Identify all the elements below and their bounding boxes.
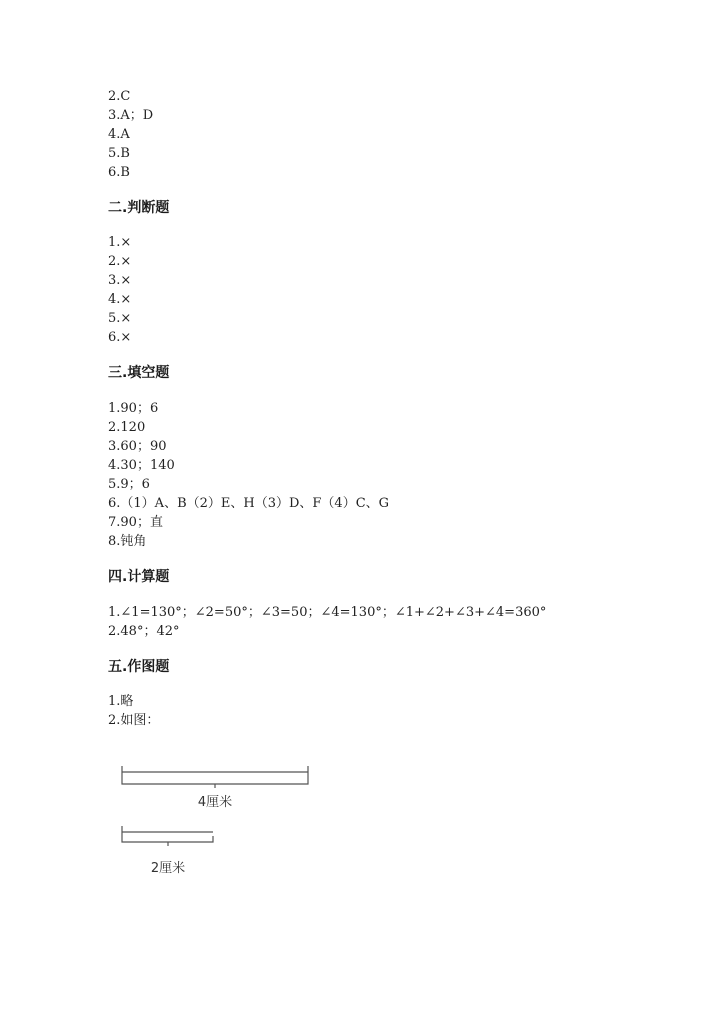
judgement-answer-3: 3.× [108,273,132,288]
short-segment-bracket [122,826,213,842]
long-segment-label: 4厘米 [197,795,233,810]
choice-answer-6: 6.B [108,165,130,180]
short-segment-label: 2厘米 [150,861,186,876]
fill-answer-8: 8.钝角 [108,534,147,549]
fill-answer-4: 4.30；140 [108,458,175,473]
judgement-answer-5: 5.× [108,311,132,326]
drawing-answer-1: 1.略 [108,694,134,709]
section-heading-fill-blank: 三.填空题 [108,365,170,381]
choice-answer-2: 2.C [108,89,131,104]
fill-answer-1: 1.90；6 [108,401,159,416]
judgement-answer-6: 6.× [108,330,132,345]
fill-answer-6: 6.（1）A、B（2）E、H（3）D、F（4）C、G [108,496,390,511]
choice-answer-4: 4.A [108,127,130,142]
segment-figure [108,760,328,890]
section-heading-calculation: 四.计算题 [108,569,170,585]
calc-answer-2: 2.48°；42° [108,624,180,639]
judgement-answer-1: 1.× [108,235,132,250]
drawing-answer-2: 2.如图： [108,713,160,728]
judgement-answer-4: 4.× [108,292,132,307]
section-heading-drawing: 五.作图题 [108,659,170,675]
segment-diagram [108,760,328,890]
choice-answer-3: 3.A；D [108,108,154,123]
fill-answer-2: 2.120 [108,420,146,435]
section-heading-judgement: 二.判断题 [108,200,170,216]
fill-answer-3: 3.60；90 [108,439,167,454]
long-segment-bracket [122,766,308,784]
judgement-answer-2: 2.× [108,254,132,269]
fill-answer-7: 7.90；直 [108,515,163,530]
choice-answer-5: 5.B [108,146,130,161]
calc-answer-1: 1.∠1=130°；∠2=50°；∠3=50；∠4=130°；∠1+∠2+∠3+∠4=360° [108,605,547,620]
fill-answer-5: 5.9；6 [108,477,150,492]
